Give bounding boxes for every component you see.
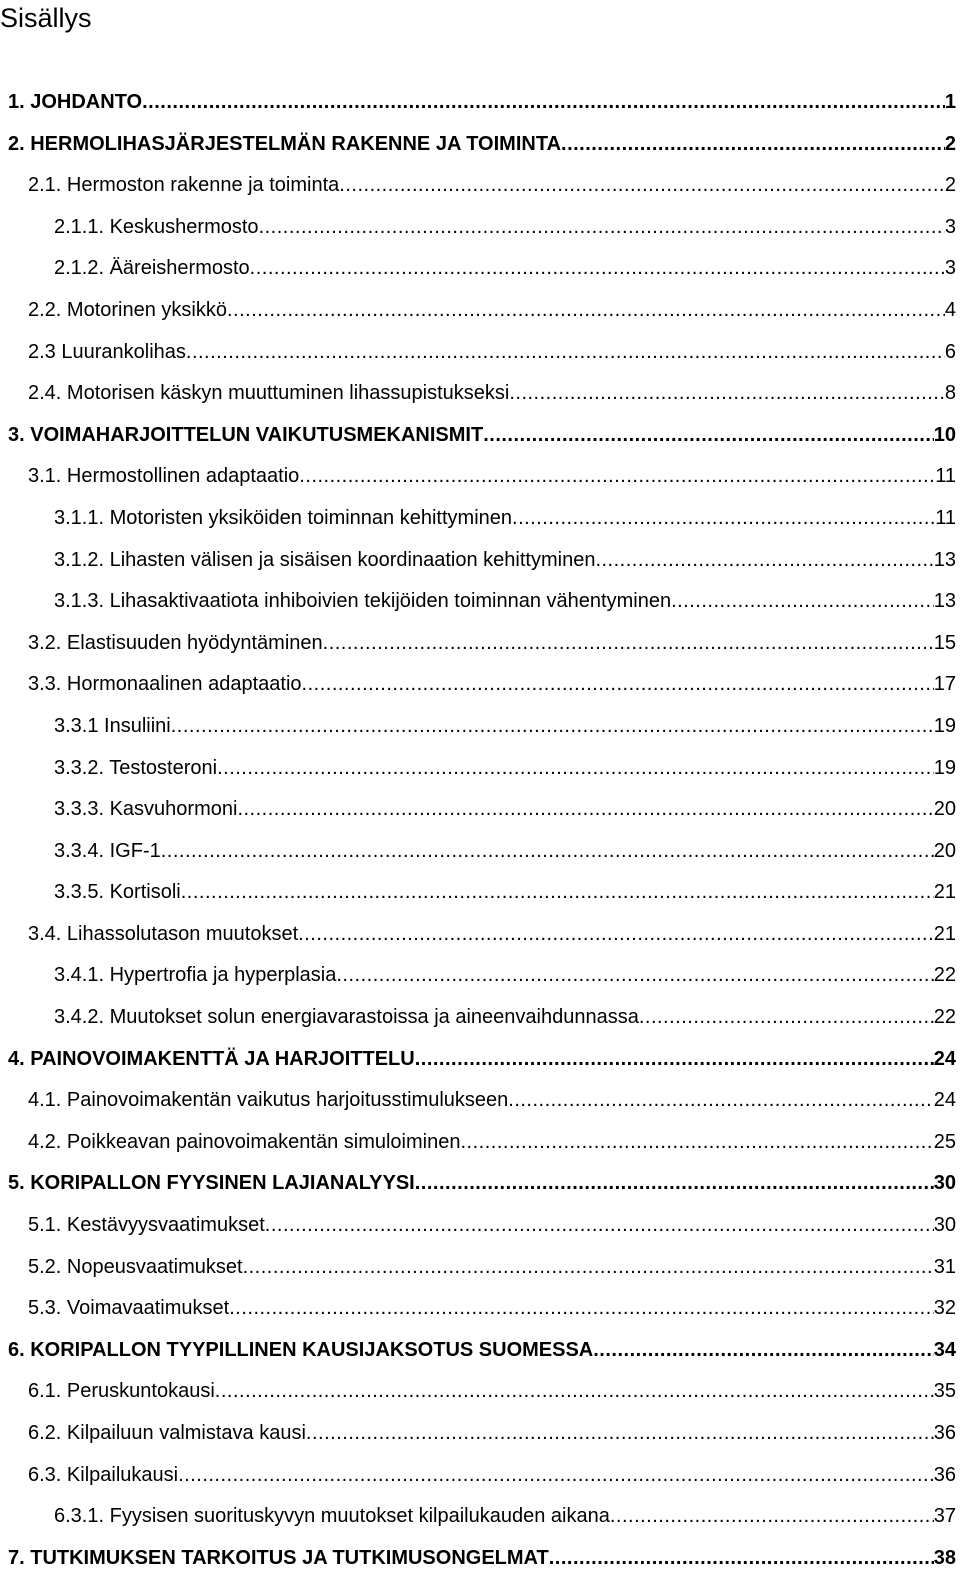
toc-entry[interactable]: [0, 207, 960, 249]
dot-leader: [265, 1205, 934, 1247]
toc-entry-row: [8, 124, 956, 166]
toc-entry[interactable]: [0, 1288, 960, 1330]
toc-entry-label: 3.1.3. Lihasaktivaatiota inhiboivien tekijöiden toiminnan vähentyminen: [54, 590, 672, 613]
toc-entry[interactable]: [0, 165, 960, 207]
dot-leader: [610, 1496, 934, 1538]
toc-entry-row: [28, 1288, 956, 1330]
toc-entry-page-number: 32: [933, 1297, 956, 1320]
toc-entry-label: 6.3. Kilpailukausi: [28, 1463, 179, 1486]
toc-entry-page-number: 21: [933, 881, 956, 904]
toc-entry-row: [54, 748, 956, 790]
toc-entry[interactable]: [0, 706, 960, 748]
toc-entry[interactable]: [0, 290, 960, 332]
toc-entry[interactable]: [0, 789, 960, 831]
toc-entry-label: 2. HERMOLIHASJÄRJESTELMÄN RAKENNE JA TOIMINTA: [8, 132, 562, 155]
toc-entry-label: 3.3.4. IGF-1: [54, 839, 161, 862]
toc-entry-label: 2.1.1. Keskushermosto: [54, 215, 259, 238]
toc-entry[interactable]: [0, 1371, 960, 1413]
toc-entry-label: 6.3.1. Fyysisen suorituskyvyn muutokset kilpailukauden aikana: [54, 1505, 610, 1528]
toc-entry[interactable]: [0, 1413, 960, 1455]
toc-entry[interactable]: [0, 540, 960, 582]
toc-entry-label: 2.4. Motorisen käskyn muuttuminen lihassupistukseksi: [28, 382, 510, 405]
dot-leader: [250, 248, 945, 290]
toc-entry-row: [8, 82, 956, 124]
toc-entry-label: 2.1. Hermoston rakenne ja toiminta: [28, 174, 340, 197]
toc-entry[interactable]: [0, 456, 960, 498]
dot-leader: [508, 1080, 933, 1122]
table-of-contents: [0, 82, 960, 1579]
toc-entry-page-number: 4: [944, 298, 956, 321]
toc-entry[interactable]: [0, 872, 960, 914]
toc-entry[interactable]: [0, 914, 960, 956]
toc-entry-row: [28, 664, 956, 706]
toc-entry-row: [8, 1039, 956, 1081]
toc-entry[interactable]: [0, 1455, 960, 1497]
dot-leader: [229, 1288, 934, 1330]
toc-entry-row: [28, 1080, 956, 1122]
dot-leader: [483, 415, 934, 457]
dot-leader: [302, 664, 934, 706]
dot-leader: [243, 1247, 934, 1289]
toc-entry-label: 3.1. Hermostollinen adaptaatio: [28, 465, 300, 488]
toc-entry[interactable]: [0, 581, 960, 623]
dot-leader: [299, 456, 935, 498]
toc-entry-page-number: 30: [933, 1214, 956, 1237]
toc-entry-page-number: 21: [933, 922, 956, 945]
toc-entry-label: 3.3.3. Kasvuhormoni: [54, 798, 238, 821]
toc-entry-page-number: 3: [944, 215, 956, 238]
toc-entry-label: 6. KORIPALLON TYYPILLINEN KAUSIJAKSOTUS SUOMESSA: [8, 1338, 594, 1361]
dot-leader: [186, 332, 945, 374]
dot-leader: [227, 290, 945, 332]
toc-entry[interactable]: [0, 748, 960, 790]
toc-entry-label: 3.3.5. Kortisoli: [54, 881, 181, 904]
toc-entry[interactable]: [0, 82, 960, 124]
toc-entry-label: 7. TUTKIMUKSEN TARKOITUS JA TUTKIMUSONGELMAT: [8, 1546, 549, 1569]
dot-leader: [298, 914, 934, 956]
toc-entry-page-number: 37: [933, 1505, 956, 1528]
toc-entry[interactable]: [0, 1122, 960, 1164]
toc-entry-row: [54, 207, 956, 249]
dot-leader: [237, 789, 933, 831]
toc-entry-label: 4.2. Poikkeavan painovoimakentän simuloiminen: [28, 1130, 461, 1153]
toc-entry-label: 3.4.1. Hypertrofia ja hyperplasia: [54, 964, 337, 987]
dot-leader: [639, 997, 934, 1039]
dot-leader: [142, 82, 945, 124]
toc-entry-page-number: 22: [933, 964, 956, 987]
toc-entry-page-number: 30: [933, 1172, 956, 1195]
toc-entry-row: [8, 1163, 956, 1205]
dot-leader: [217, 748, 934, 790]
toc-entry[interactable]: [0, 1330, 960, 1372]
toc-entry-label: 2.2. Motorinen yksikkö: [28, 298, 227, 321]
toc-entry-page-number: 22: [933, 1006, 956, 1029]
toc-entry-page-number: 13: [933, 590, 956, 613]
toc-entry-row: [54, 248, 956, 290]
toc-entry-label: 5.3. Voimavaatimukset: [28, 1297, 230, 1320]
toc-entry-page-number: 36: [933, 1422, 956, 1444]
dot-leader: [512, 498, 935, 540]
toc-entry[interactable]: [0, 1080, 960, 1122]
toc-entry-label: 3.4. Lihassolutason muutokset: [28, 922, 299, 945]
toc-entry-page-number: 11: [935, 465, 956, 488]
toc-entry[interactable]: [0, 1496, 960, 1538]
toc-entry-label: 3. VOIMAHARJOITTELUN VAIKUTUSMEKANISMIT: [8, 423, 484, 446]
dot-leader: [259, 207, 945, 249]
dot-leader: [306, 1413, 934, 1455]
toc-entry-label: 2.1.2. Ääreishermosto: [54, 257, 250, 280]
toc-entry-page-number: 24: [933, 1047, 956, 1070]
toc-entry-label: 5.2. Nopeusvaatimukset: [28, 1255, 243, 1278]
toc-entry-row: [54, 872, 956, 914]
toc-entry-page-number: 25: [933, 1130, 956, 1153]
toc-entry-label: 3.2. Elastisuuden hyödyntäminen: [28, 631, 323, 654]
toc-entry-row: [54, 955, 956, 997]
toc-entry-label: 5. KORIPALLON FYYSINEN LAJIANALYYSI: [8, 1172, 415, 1195]
toc-entry-row: [54, 581, 956, 623]
toc-entry-row: [8, 1330, 956, 1372]
toc-entry[interactable]: [0, 332, 960, 374]
dot-leader: [593, 1330, 934, 1372]
toc-entry-page-number: 19: [933, 756, 956, 779]
toc-entry-row: [54, 1496, 956, 1538]
toc-entry-page-number: 8: [944, 382, 956, 405]
toc-entry-row: [28, 332, 956, 374]
dot-leader: [336, 955, 933, 997]
toc-entry[interactable]: [0, 1205, 960, 1247]
toc-entry-row: [54, 789, 956, 831]
toc-entry-page-number: 10: [933, 423, 956, 446]
dot-leader: [161, 831, 934, 873]
toc-entry-page-number: 36: [933, 1463, 956, 1486]
dot-leader: [339, 165, 945, 207]
dot-leader: [549, 1538, 934, 1579]
dot-leader: [323, 623, 934, 665]
dot-leader: [460, 1122, 933, 1164]
toc-entry-page-number: 35: [933, 1380, 956, 1403]
toc-entry[interactable]: [0, 955, 960, 997]
toc-entry[interactable]: [0, 664, 960, 706]
dot-leader: [671, 581, 934, 623]
toc-entry-row: [28, 1413, 956, 1455]
toc-entry[interactable]: [0, 623, 960, 665]
toc-entry-row: [8, 415, 956, 457]
toc-entry[interactable]: [0, 124, 960, 166]
toc-entry-page-number: 15: [933, 631, 956, 654]
page-title: Sisällys: [0, 3, 92, 33]
toc-entry-label: 3.4.2. Muutokset solun energiavarastoissa ja aineenvaihdunnassa: [54, 1006, 639, 1029]
toc-entry[interactable]: [0, 248, 960, 290]
toc-entry-row: [54, 540, 956, 582]
toc-entry-page-number: 20: [933, 798, 956, 821]
toc-entry-page-number: 38: [933, 1546, 956, 1569]
toc-entry-row: [28, 623, 956, 665]
toc-entry-label: 3.1.1. Motoristen yksiköiden toiminnan kehittyminen: [54, 506, 513, 529]
toc-entry[interactable]: [0, 997, 960, 1039]
toc-entry-row: [28, 290, 956, 332]
toc-entry-label: 3.3. Hormonaalinen adaptaatio: [28, 673, 302, 696]
toc-entry-page-number: 2: [944, 132, 956, 155]
toc-entry-row: [28, 914, 956, 956]
dot-leader: [171, 706, 934, 748]
toc-entry-row: [8, 1538, 956, 1579]
toc-entry-label: 3.3.1 Insuliini: [54, 714, 171, 737]
toc-entry-label: 3.3.2. Testosteroni: [54, 756, 218, 779]
toc-entry[interactable]: [0, 498, 960, 540]
toc-entry-row: [54, 706, 956, 748]
toc-entry-page-number: 2: [944, 174, 956, 197]
dot-leader: [595, 540, 933, 582]
toc-entry-row: [28, 456, 956, 498]
toc-entry-row: [28, 373, 956, 415]
dot-leader: [178, 1455, 934, 1497]
toc-entry-row: [28, 1371, 956, 1413]
toc-entry-page-number: 34: [933, 1338, 956, 1361]
toc-entry[interactable]: [0, 415, 960, 457]
toc-entry-page-number: 31: [933, 1255, 956, 1278]
toc-entry-label: 4.1. Painovoimakentän vaikutus harjoitusstimulukseen: [28, 1089, 509, 1112]
toc-entry-row: [28, 1455, 956, 1497]
toc-entry-row: [54, 498, 956, 540]
toc-entry-row: [54, 831, 956, 873]
toc-entry-row: [28, 1122, 956, 1164]
toc-entry-label: 6.1. Peruskuntokausi: [28, 1380, 215, 1403]
toc-entry-page-number: 3: [944, 257, 956, 280]
toc-entry-page-number: 11: [935, 506, 956, 529]
toc-entry-page-number: 19: [933, 714, 956, 737]
toc-entry-page-number: 1: [944, 91, 956, 113]
dot-leader: [415, 1163, 934, 1205]
toc-entry-label: 1. JOHDANTO: [8, 91, 143, 113]
toc-entry-label: 5.1. Kestävyysvaatimukset: [28, 1214, 265, 1237]
dot-leader: [181, 872, 934, 914]
toc-entry-row: [28, 165, 956, 207]
toc-entry[interactable]: [0, 1163, 960, 1205]
toc-entry-label: 6.2. Kilpailuun valmistava kausi: [28, 1422, 306, 1444]
toc-entry-page-number: 6: [944, 340, 956, 363]
toc-entry-label: 3.1.2. Lihasten välisen ja sisäisen koordinaation kehittyminen: [54, 548, 596, 571]
toc-entry[interactable]: [0, 831, 960, 873]
dot-leader: [509, 373, 945, 415]
toc-entry[interactable]: [0, 1039, 960, 1081]
toc-entry[interactable]: [0, 1247, 960, 1289]
toc-entry-page-number: 24: [933, 1089, 956, 1112]
toc-entry-page-number: 13: [933, 548, 956, 571]
toc-entry-row: [54, 997, 956, 1039]
dot-leader: [415, 1039, 934, 1081]
toc-entry-label: 4. PAINOVOIMAKENTTÄ JA HARJOITTELU: [8, 1047, 415, 1070]
toc-entry-page-number: 17: [933, 673, 956, 696]
dot-leader: [561, 124, 945, 166]
toc-entry-row: [28, 1247, 956, 1289]
toc-entry-page-number: 20: [933, 839, 956, 862]
toc-entry[interactable]: [0, 373, 960, 415]
toc-entry-row: [28, 1205, 956, 1247]
dot-leader: [215, 1371, 934, 1413]
toc-entry-label: 2.3 Luurankolihas: [28, 340, 186, 363]
toc-entry[interactable]: [0, 1538, 960, 1579]
